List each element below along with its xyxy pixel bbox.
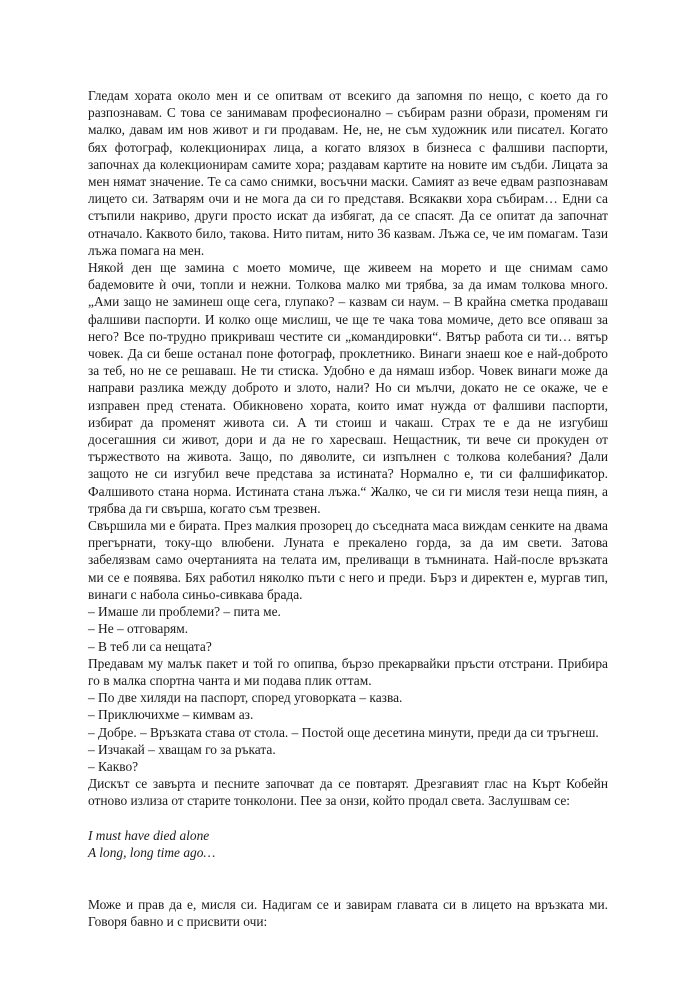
paragraph-inner-monologue: Някой ден ще замина с моето момиче, ще живеем на морето и ще снимам само бадемовите ѝ очи, топли и нежни. Толкова малко ми трябва, за да имам толкова много. „Ами защо не заминеш още сега, глупако? – казвам си наум. – В крайна сметка продаваш фалшиви паспорти. И колко още мислиш, че ще те чака това момиче, дето все опяваш за него? Все по-трудно прикриваш честите си „командировки“. Вятър работа си ти… вятър човек. Да си беше останал поне фотограф, проклетнико. Винаги знаеш кое е най-доброто за теб, но не се решаваш. Не ти стиска. Удобно е да нямаш избор. Човек винаги може да направи разлика между доброто и злото, нали? Но си мълчи, докато не се окаже, че е изправен пред стената. Обикновено хората, които имат нужда от фалшиви паспорти, избират да променят живота си. А ти стоиш и чакаш. Страх те е да не изгубиш досегашния си живот, дори и да не го харесваш. Нещастник, ти вече си прокуден от тържеството на живота. Защо, по дяволите, си изпълнен с толкова колебания? Дали защото не си изгубил вече представа за истината? Нормално е, ти си фалшификатор. Фалшивото стана норма. Истината стана лъжа.“ Жалко, че си ги мисля тези неща пиян, а трябва да ги свърша, когато съм трезвен. (88, 260, 608, 516)
document-body (88, 87, 608, 930)
verse-line: I must have died alone (88, 827, 210, 843)
blank-line (88, 861, 608, 878)
blank-line (88, 878, 608, 895)
dialogue-line: – По две хиляди на паспорт, според уговорката – казва. (88, 690, 403, 706)
dialogue-line: – Добре. – Връзката става от стола. – Постой още десетина минути, преди да си тръгнеш. (88, 724, 599, 740)
verse-line: A long, long time ago… (88, 844, 216, 860)
dialogue-line: – Изчакай – хващам го за ръката. (88, 741, 276, 757)
paragraph-handover: Предавам му малък пакет и той го опипва, бързо прекарвайки пръсти отстрани. Прибира го в малка спортна чанта и ми подава плик оттам. (88, 655, 608, 688)
paragraph-closing: Може и прав да е, мисля си. Надигам се и завирам главата си в лицето на връзката ми. Говоря бавно и с присвити очи: (88, 896, 608, 929)
dialogue-line: – В теб ли са нещата? (88, 638, 212, 654)
paragraph-intro: Гледам хората около мен и се опитвам от всекиго да запомня по нещо, с което да го разпознавам. С това се занимавам професионално – събирам разни образи, променям ги малко, давам им нов живот и ги продавам. Не, не, не съм художник или писател. Когато бях фотограф, колекционирах лица, а когато влязох в бизнеса с фалшиви паспорти, започнах да колекционирам самите хора; раздавам картите на новите им съдби. Лицата за мен нямат значение. Те са само снимки, восъчни маски. Самият аз вече едвам разпознавам лицето си. Затварям очи и не мога да си го представя. Всякакви хора събирам… Едни са стъпили накриво, други просто искат да избягат, да се спасят. Да се опитат да започнат отначало. Каквото било, такова. Нито питам, нито 36 казвам. Лъжа се, че им помагам. Тази лъжа помага на мен. (88, 88, 608, 258)
dialogue-line: – Не – отговарям. (88, 621, 189, 637)
paragraph-meeting: Свършила ми е бирата. През малкия прозорец до съседната маса виждам сенките на двама прегърнати, току-що влюбени. Луната е прекалено горда, за да им свети. Затова забелязвам само очертанията на телата им, преливащи в тъмнината. Най-после връзката ми се е появява. Бях работил няколко пъти с него и преди. Бърз и директен е, мургав тип, винаги с набола синьо-сивкава брада. (88, 518, 608, 602)
dialogue-line: – Имаше ли проблеми? – пита ме. (88, 604, 281, 620)
dialogue-line: – Какво? (88, 758, 139, 774)
paragraph-song: Дискът се завърта и песните започват да се повтарят. Дрезгавият глас на Кърт Кобейн отново излиза от старите тонколони. Пее за онзи, който продал света. Заслушвам се: (88, 776, 608, 809)
blank-line (88, 810, 608, 827)
dialogue-line: – Приключихме – кимвам аз. (88, 707, 254, 723)
